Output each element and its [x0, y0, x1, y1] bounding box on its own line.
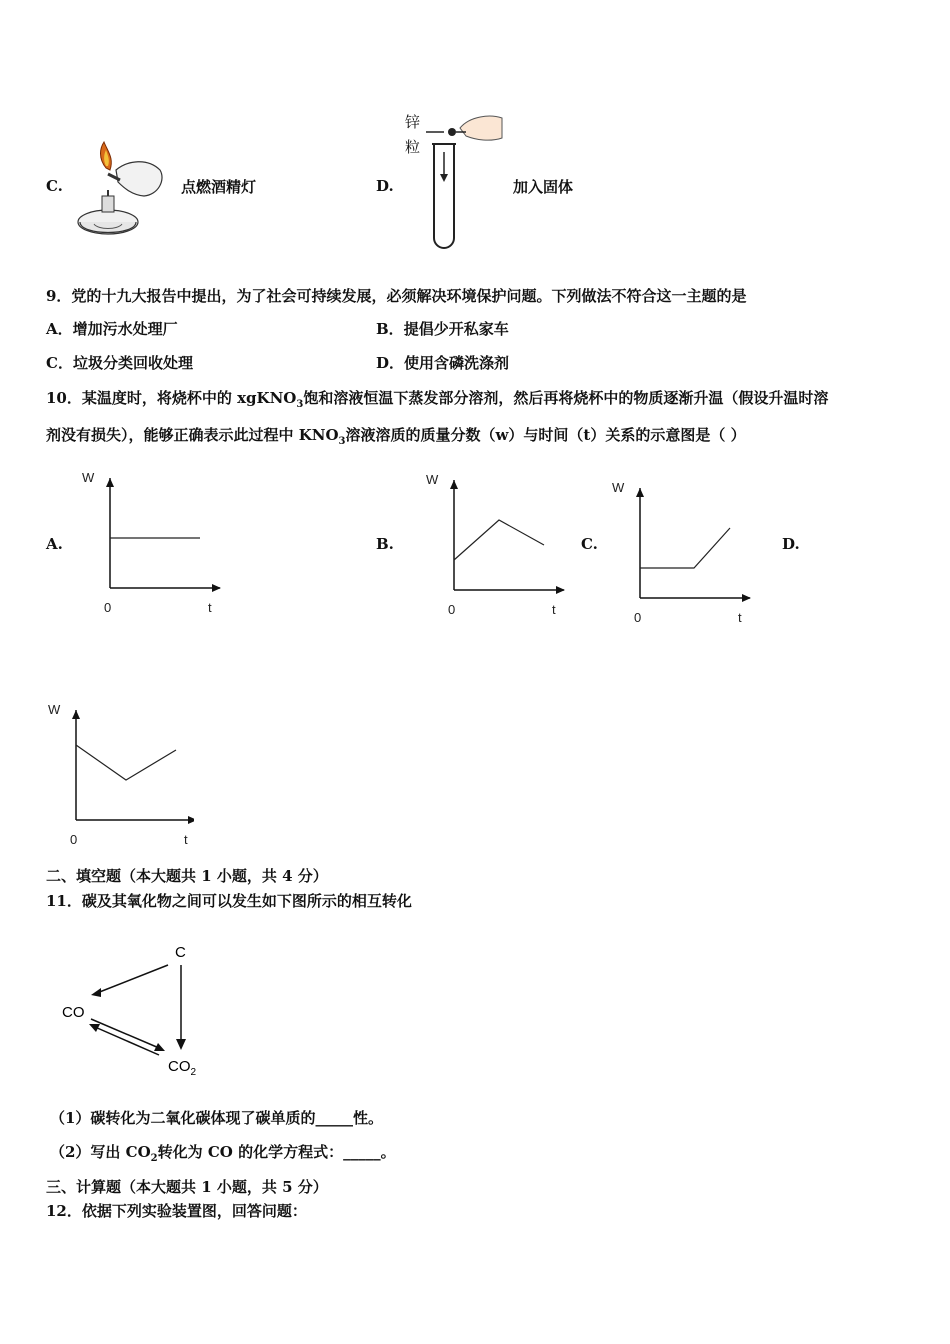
q11-stem: 11．碳及其氧化物之间可以发生如下图所示的相互转化 [46, 892, 412, 910]
q11-sub2-part2: 转化为 CO 的化学方程式：_____。 [157, 1143, 396, 1161]
q9-option-c-text: 垃圾分类回收处理 [72, 354, 193, 372]
y-axis-label: W [82, 470, 95, 485]
option-d-text: 加入固体 [513, 178, 574, 196]
q9-option-b-text: 提倡少开私家车 [403, 320, 509, 338]
origin-label: 0 [70, 832, 78, 847]
q10-stem-line1 [46, 388, 828, 415]
option-c-label: C. [46, 177, 63, 195]
q10-option-c-label: C. [581, 535, 598, 553]
q10-line1-part1: 10．某温度时，将烧杯中的 xgKNO [46, 389, 297, 407]
x-axis-label: t [738, 610, 742, 625]
q10-stem-line2 [46, 425, 746, 452]
q9-stem: 9．党的十九大报告中提出，为了社会可持续发展，必须解决环境保护问题。下列做法不符合这一主题的是 [46, 287, 747, 305]
node-co2: $CO_2$ [168, 1058, 197, 1078]
arrow-co-to-co2 [91, 1019, 159, 1048]
q9-option-c [46, 353, 193, 373]
y-axis-arrow [450, 480, 458, 489]
series-line [454, 520, 544, 560]
q9-option-d-label: D． [376, 354, 405, 372]
q12-stem: 12．依据下列实验装置图，回答问题： [46, 1202, 307, 1220]
origin-label: 0 [634, 610, 642, 625]
series-line [640, 528, 730, 568]
q9-option-b [376, 319, 509, 339]
x-axis-arrow [212, 584, 221, 592]
arrow-co2-to-co [95, 1027, 159, 1055]
q9-option-d-text: 使用含磷洗涤剂 [404, 354, 510, 372]
x-axis-arrow [742, 594, 751, 602]
zinc-label-1: 锌 [405, 113, 421, 131]
x-axis-label: t [552, 602, 556, 617]
x-axis-label: t [184, 832, 188, 847]
origin-label: 0 [448, 602, 456, 617]
alcohol-lamp-figure [68, 140, 178, 250]
y-axis-label: W [612, 480, 625, 495]
chart-d [44, 700, 194, 850]
zinc-label-2: 粒 [405, 138, 421, 156]
chart-b [420, 470, 570, 622]
q10-line1-part2: 饱和溶液恒温下蒸发部分溶剂，然后再将烧杯中的物质逐渐升温（假设升温时溶 [303, 389, 829, 407]
node-co: CO [62, 1004, 85, 1021]
q10-option-b-label: B. [376, 535, 394, 553]
q10-line1-sub: 3 [296, 399, 304, 410]
option-d-label: D. [376, 177, 394, 195]
chart-a [78, 470, 228, 620]
test-tube-figure [420, 108, 510, 253]
q9-option-a [46, 319, 178, 339]
q11-sub2-part1: （2）写出 CO [50, 1143, 151, 1161]
q9-option-c-label: C． [46, 354, 73, 372]
section2-heading: 二、填空题（本大题共 1 小题，共 4 分） [46, 867, 328, 885]
node-c: C [175, 944, 186, 961]
q9-option-d [376, 353, 509, 373]
y-axis-label: W [48, 702, 61, 717]
y-axis-label: W [426, 472, 439, 487]
q10-option-d-label: D. [782, 535, 800, 553]
q9-option-a-text: 增加污水处理厂 [72, 320, 178, 338]
q9-option-b-label: B． [376, 320, 404, 338]
y-axis-arrow [636, 488, 644, 497]
section3-heading: 三、计算题（本大题共 1 小题，共 5 分） [46, 1178, 328, 1196]
q10-line2-part2: 溶液溶质的质量分数（w）与时间（t）关系的示意图是（ ） [345, 426, 746, 444]
option-c-text: 点燃酒精灯 [181, 178, 257, 196]
q11-sub1: （1）碳转化为二氧化碳体现了碳单质的_____性。 [50, 1109, 383, 1127]
x-axis-label: t [208, 600, 212, 615]
arrow-c-to-co [97, 965, 168, 993]
q9-option-a-label: A． [46, 320, 73, 338]
series-line [76, 745, 176, 780]
x-axis-arrow [188, 816, 194, 824]
q11-sub2-sub: 2 [150, 1153, 158, 1164]
q10-line2-part1: 剂没有损失），能够正确表示此过程中 KNO [46, 426, 339, 444]
carbon-conversion-diagram [55, 935, 215, 1080]
q10-line2-sub: 3 [338, 436, 346, 447]
q11-sub2 [50, 1142, 396, 1169]
y-axis-arrow [72, 710, 80, 719]
y-axis-arrow [106, 478, 114, 487]
origin-label: 0 [104, 600, 112, 615]
chart-c [606, 478, 756, 630]
q10-option-a-label: A. [46, 535, 63, 553]
x-axis-arrow [556, 586, 565, 594]
